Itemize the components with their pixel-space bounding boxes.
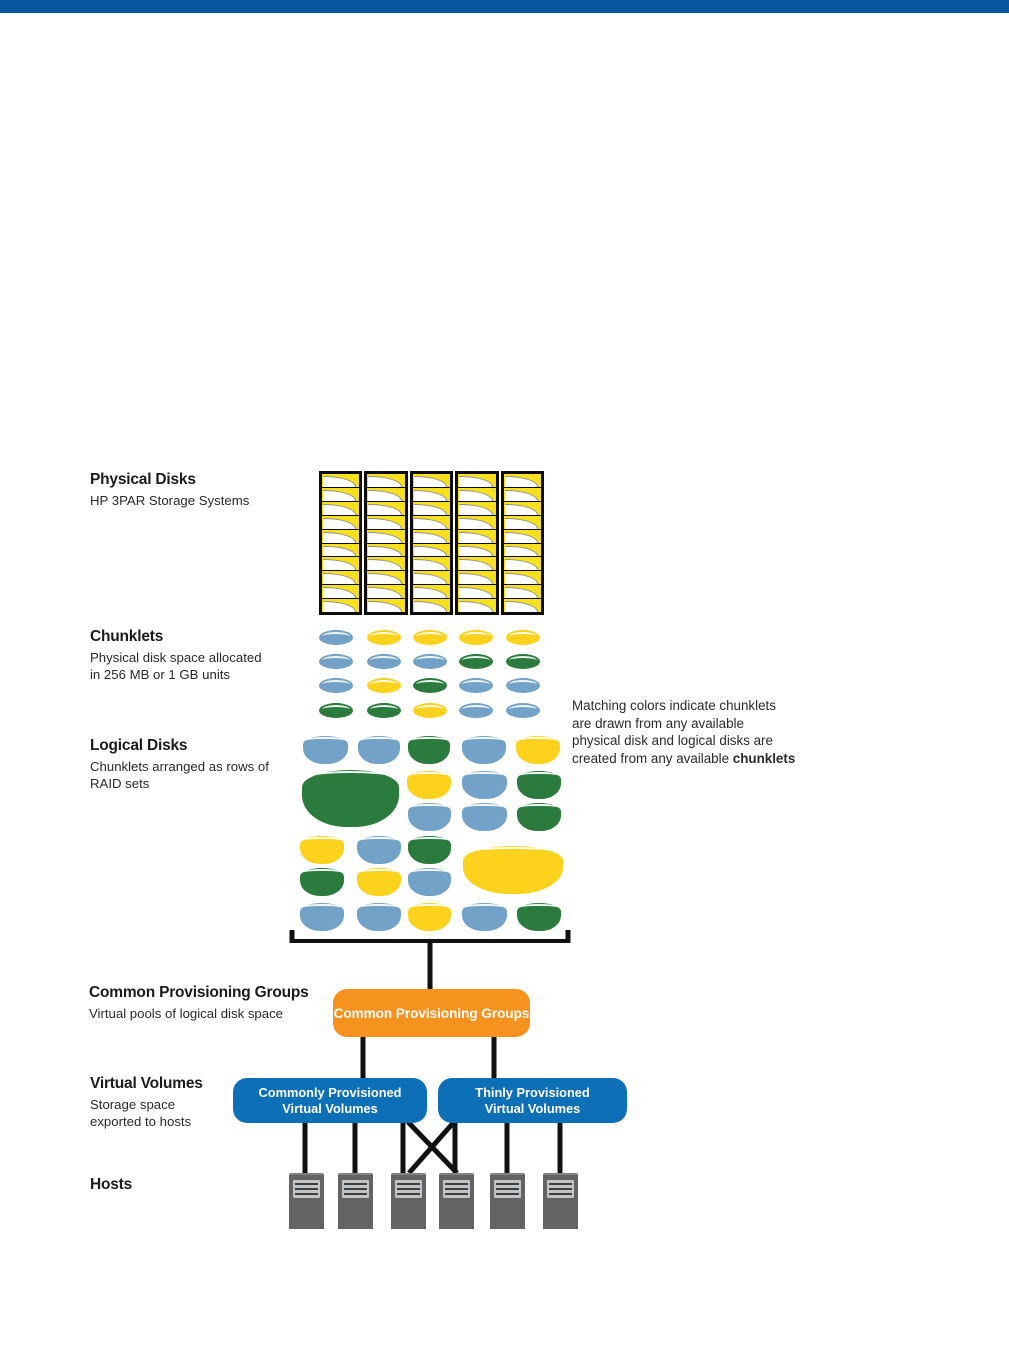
logical-disk-blue: [357, 903, 401, 931]
host-panel-line: [295, 1193, 318, 1195]
chunklet-blue: [319, 654, 353, 669]
disk-slot: [413, 557, 450, 570]
disk-platter-icon: [505, 532, 538, 543]
disk-platter-icon: [505, 601, 538, 612]
chunklet-blue: [319, 630, 353, 645]
disk-slot: [322, 599, 359, 612]
disk-slot: [413, 599, 450, 612]
matching-colors-note: [572, 697, 795, 767]
logical-disk-green: [517, 771, 561, 799]
note-line: are drawn from any available: [572, 715, 744, 731]
disk-platter-icon: [505, 490, 538, 501]
chunklet-yellow: [506, 630, 540, 645]
disk-slot: [504, 557, 541, 570]
disk-platter-icon: [459, 559, 492, 570]
note-line: [572, 750, 795, 768]
disk-platter-icon: [323, 587, 356, 598]
host-panel: [342, 1180, 369, 1198]
logical-disk-green: [300, 868, 344, 896]
section-title: Chunklets: [90, 628, 164, 645]
disk-platter-icon: [414, 504, 447, 515]
disk-slot: [413, 488, 450, 501]
section-title: Physical Disks: [90, 471, 196, 488]
chunklet-blue: [506, 703, 540, 718]
disk-platter-icon: [459, 504, 492, 515]
host-panel-line: [549, 1188, 572, 1190]
host-tower-icon: [289, 1173, 324, 1229]
section-subtitle: in 256 MB or 1 GB units: [90, 667, 231, 682]
disk-platter-icon: [459, 546, 492, 557]
disk-slot: [413, 571, 450, 584]
disk-platter-icon: [414, 518, 447, 529]
disk-platter-icon: [414, 476, 447, 487]
disk-slot: [322, 571, 359, 584]
logical-disk-yellow: [357, 868, 401, 896]
hosts-row: [289, 1173, 581, 1229]
disk-slot: [504, 544, 541, 557]
disk-rack-column: [364, 471, 407, 615]
disk-platter-icon: [414, 546, 447, 557]
commonly-provisioned-node: [233, 1078, 427, 1123]
disk-slot: [367, 474, 404, 487]
logical-disk-blue: [462, 903, 507, 931]
note-line: physical disk and logical disks are: [572, 733, 773, 749]
disk-platter-icon: [505, 587, 538, 598]
chunklet-yellow: [367, 630, 401, 645]
section-title: Hosts: [90, 1176, 133, 1193]
disk-slot: [367, 571, 404, 584]
host-panel: [494, 1180, 521, 1198]
disk-platter-icon: [505, 518, 538, 529]
disk-platter-icon: [323, 518, 356, 529]
logical-disk-green: [408, 736, 450, 764]
cpg-node-label: Common Provisioning Groups: [333, 1005, 530, 1021]
logical-disk-blue: [462, 803, 507, 831]
host-panel-line: [295, 1188, 318, 1190]
host-panel-line: [397, 1183, 420, 1185]
disk-slot: [504, 502, 541, 515]
host-panel-line: [496, 1193, 519, 1195]
virtual-volumes-label: [90, 1075, 203, 1130]
node-label-line: Virtual Volumes: [484, 1100, 581, 1116]
disk-platter-icon: [414, 532, 447, 543]
host-tower-icon: [543, 1173, 578, 1229]
logical-disk-blue: [462, 771, 507, 799]
disk-slot: [458, 488, 495, 501]
logical-disk-green: [517, 903, 561, 931]
disk-slot: [367, 557, 404, 570]
disk-slot: [413, 474, 450, 487]
disk-slot: [413, 502, 450, 515]
disk-rack-column: [455, 471, 498, 615]
logical-disk-blue: [300, 903, 344, 931]
host-tower-icon: [439, 1173, 474, 1229]
section-subtitle: RAID sets: [90, 776, 150, 791]
disk-slot: [458, 530, 495, 543]
disk-platter-icon: [505, 559, 538, 570]
disk-slot: [322, 544, 359, 557]
disk-platter-icon: [414, 490, 447, 501]
host-panel: [293, 1180, 320, 1198]
chunklet-green: [367, 703, 401, 718]
disk-platter-icon: [459, 476, 492, 487]
chunklet-blue: [413, 654, 447, 669]
host-panel-line: [445, 1188, 468, 1190]
logical-disk-blue: [462, 736, 506, 764]
chunklet-blue: [459, 678, 493, 693]
disk-platter-icon: [505, 546, 538, 557]
host-tower-icon: [338, 1173, 373, 1229]
host-panel-line: [496, 1188, 519, 1190]
disk-platter-icon: [368, 490, 401, 501]
disk-slot: [504, 599, 541, 612]
disk-platter-icon: [323, 573, 356, 584]
chunklet-yellow: [367, 678, 401, 693]
disk-slot: [322, 502, 359, 515]
disk-platter-icon: [414, 559, 447, 570]
disk-slot: [322, 516, 359, 529]
chunklet-blue: [367, 654, 401, 669]
host-panel-line: [295, 1183, 318, 1185]
disk-platter-icon: [505, 476, 538, 487]
disk-rack-column: [319, 471, 362, 615]
disk-platter-icon: [323, 504, 356, 515]
logical-disk-yellow: [300, 836, 344, 864]
chunklet-yellow: [413, 703, 447, 718]
host-tower-icon: [391, 1173, 426, 1229]
disk-platter-icon: [368, 504, 401, 515]
chunklet-grid: [319, 630, 541, 720]
disk-platter-icon: [505, 504, 538, 515]
disk-slot: [367, 502, 404, 515]
chunklet-yellow: [413, 630, 447, 645]
section-subtitle: HP 3PAR Storage Systems: [90, 493, 250, 508]
host-panel-line: [344, 1183, 367, 1185]
cpg-label: [89, 984, 309, 1022]
logical-disk-yellow: [516, 736, 560, 764]
disk-slot: [413, 544, 450, 557]
logical-disk-green: [408, 836, 451, 864]
disk-slot: [322, 530, 359, 543]
disk-rack-column: [410, 471, 453, 615]
logical-disk-blue: [408, 868, 451, 896]
host-panel: [547, 1180, 574, 1198]
disk-slot: [413, 516, 450, 529]
logical-disk-cluster: [290, 733, 585, 943]
disk-platter-icon: [368, 559, 401, 570]
chunklet-green: [413, 678, 447, 693]
disk-slot: [367, 516, 404, 529]
disk-slot: [458, 474, 495, 487]
host-panel-line: [344, 1193, 367, 1195]
chunklet-green: [319, 703, 353, 718]
top-accent-bar: [0, 0, 1009, 13]
disk-platter-icon: [323, 546, 356, 557]
disk-platter-icon: [459, 490, 492, 501]
disk-rack-column: [501, 471, 544, 615]
disk-slot: [367, 599, 404, 612]
disk-platter-icon: [368, 532, 401, 543]
section-title: Logical Disks: [90, 737, 188, 754]
thinly-provisioned-node: [438, 1078, 627, 1123]
disk-slot: [367, 544, 404, 557]
chunklet-blue: [319, 678, 353, 693]
disk-platter-icon: [368, 587, 401, 598]
disk-platter-icon: [323, 601, 356, 612]
disk-slot: [504, 516, 541, 529]
note-line-bold: chunklets: [732, 750, 796, 766]
disk-slot: [322, 585, 359, 598]
disk-platter-icon: [323, 532, 356, 543]
logical-disks-label: [90, 737, 269, 792]
logical-disk-green: [302, 770, 399, 827]
disk-platter-icon: [368, 546, 401, 557]
host-tower-icon: [490, 1173, 525, 1229]
section-subtitle: exported to hosts: [90, 1114, 192, 1129]
disk-slot: [367, 488, 404, 501]
section-subtitle: Chunklets arranged as rows of: [90, 759, 269, 774]
disk-slot: [504, 488, 541, 501]
section-subtitle: Physical disk space allocated: [90, 650, 262, 665]
logical-disk-yellow: [463, 846, 563, 894]
note-line: Matching colors indicate chunklets: [572, 698, 776, 713]
chunklet-yellow: [459, 630, 493, 645]
disk-slot: [458, 516, 495, 529]
section-subtitle: Virtual pools of logical disk space: [89, 1006, 284, 1021]
host-panel-line: [496, 1183, 519, 1185]
chunklet-blue: [459, 703, 493, 718]
disk-slot: [322, 474, 359, 487]
disk-platter-icon: [323, 559, 356, 570]
disk-slot: [322, 557, 359, 570]
logical-disk-blue: [408, 803, 451, 831]
disk-slot: [458, 502, 495, 515]
section-subtitle: Storage space: [90, 1097, 176, 1112]
host-panel: [443, 1180, 470, 1198]
disk-platter-icon: [414, 601, 447, 612]
disk-slot: [504, 585, 541, 598]
note-line-prefix: created from any available: [572, 750, 733, 766]
disk-slot: [367, 530, 404, 543]
disk-platter-icon: [368, 573, 401, 584]
disk-slot: [367, 585, 404, 598]
disk-platter-icon: [459, 601, 492, 612]
disk-slot: [458, 557, 495, 570]
host-panel-line: [549, 1193, 572, 1195]
disk-slot: [458, 544, 495, 557]
disk-platter-icon: [323, 490, 356, 501]
disk-platter-icon: [459, 518, 492, 529]
logical-disk-yellow: [407, 771, 451, 799]
logical-disk-yellow: [408, 903, 451, 931]
cpg-node: [333, 989, 530, 1037]
node-label-line: Commonly Provisioned: [258, 1084, 402, 1100]
host-panel-line: [445, 1183, 468, 1185]
disk-slot: [504, 530, 541, 543]
disk-slot: [504, 571, 541, 584]
disk-slot: [413, 585, 450, 598]
disk-platter-icon: [368, 476, 401, 487]
host-panel-line: [397, 1193, 420, 1195]
host-panel-line: [549, 1183, 572, 1185]
disk-platter-icon: [505, 573, 538, 584]
disk-slot: [504, 474, 541, 487]
connector-cross-line: [409, 1122, 454, 1173]
connector-cross-line: [408, 1122, 457, 1173]
physical-disks-label: [90, 471, 249, 509]
chunklets-label: [90, 628, 262, 683]
logical-disk-green: [517, 803, 561, 831]
disk-platter-icon: [459, 573, 492, 584]
disk-slot: [413, 530, 450, 543]
logical-disk-blue: [357, 836, 401, 864]
hosts-label: [90, 1176, 132, 1197]
section-title: Virtual Volumes: [90, 1075, 203, 1092]
physical-disk-racks: [319, 471, 544, 615]
logical-disk-blue: [303, 736, 348, 764]
chunklet-blue: [506, 678, 540, 693]
node-label-line: Virtual Volumes: [282, 1100, 378, 1116]
disk-platter-icon: [368, 601, 401, 612]
chunklet-green: [506, 654, 540, 669]
disk-platter-icon: [323, 476, 356, 487]
node-label-line: Thinly Provisioned: [475, 1084, 590, 1100]
host-panel: [395, 1180, 422, 1198]
disk-slot: [458, 571, 495, 584]
disk-slot: [458, 599, 495, 612]
section-title: Common Provisioning Groups: [89, 984, 309, 1001]
host-panel-line: [344, 1188, 367, 1190]
disk-platter-icon: [459, 532, 492, 543]
chunklet-green: [459, 654, 493, 669]
disk-platter-icon: [414, 587, 447, 598]
disk-slot: [322, 488, 359, 501]
disk-platter-icon: [368, 518, 401, 529]
host-panel-line: [397, 1188, 420, 1190]
disk-platter-icon: [459, 587, 492, 598]
disk-slot: [458, 585, 495, 598]
host-panel-line: [445, 1193, 468, 1195]
logical-disk-blue: [358, 736, 400, 764]
disk-platter-icon: [414, 573, 447, 584]
